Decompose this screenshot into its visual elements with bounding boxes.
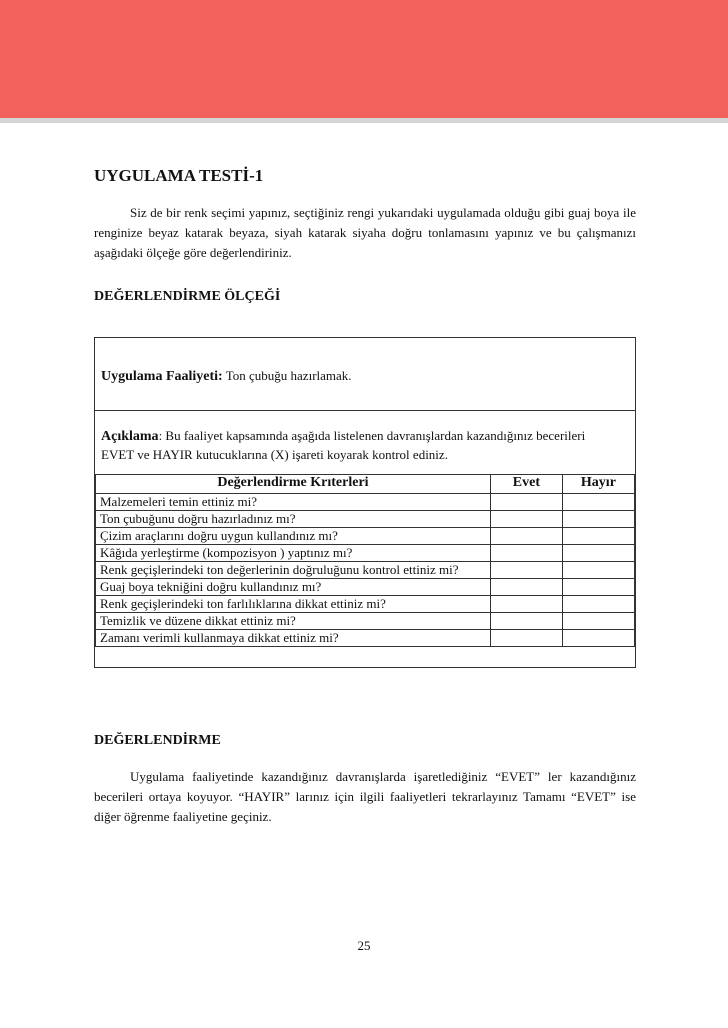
- yes-checkbox-cell[interactable]: [490, 545, 562, 562]
- no-checkbox-cell[interactable]: [562, 579, 634, 596]
- table-row: [96, 630, 635, 647]
- criteria-cell: Çizim araçlarını doğru uygun kullandınız mı?: [96, 528, 491, 545]
- yes-checkbox-cell[interactable]: [490, 494, 562, 511]
- description-value: : Bu faaliyet kapsamında aşağıda listelenen davranışlardan kazandığınız becerileri EVET ve HAYIR kutucuklarına (X) işareti koyarak kontrol ediniz.: [101, 428, 586, 462]
- no-checkbox-cell[interactable]: [562, 511, 634, 528]
- activity-label: Uygulama Faaliyeti:: [101, 369, 223, 384]
- yes-checkbox-cell[interactable]: [490, 630, 562, 647]
- criteria-cell: Kâğıda yerleştirme (kompozisyon ) yaptınız mı?: [96, 545, 491, 562]
- table-row: [96, 596, 635, 613]
- header-banner: [0, 0, 728, 123]
- criteria-cell: Ton çubuğunu doğru hazırladınız mı?: [96, 511, 491, 528]
- scale-title: DEĞERLENDİRME ÖLÇEĞİ: [94, 289, 281, 304]
- yes-checkbox-cell[interactable]: [490, 613, 562, 630]
- header-criteria: Değerlendirme Krıterleri: [96, 475, 491, 494]
- conclusion-paragraph: Uygulama faaliyetinde kazandığınız davranışlarda işaretlediğiniz “EVET” ler kazandığınız becerileri ortaya koyuyor. “HAYIR” larınız için ilgili faaliyetleri tekrarlayınız Tamamı “EVET” ise diğer öğrenme faaliyetine geçiniz.: [94, 769, 636, 824]
- page-number: 25: [357, 938, 371, 953]
- evaluation-title: DEĞERLENDİRME: [94, 733, 221, 748]
- yes-checkbox-cell[interactable]: [490, 528, 562, 545]
- no-checkbox-cell[interactable]: [562, 545, 634, 562]
- criteria-cell: Temizlik ve düzene dikkat ettiniz mi?: [96, 613, 491, 630]
- yes-checkbox-cell[interactable]: [490, 511, 562, 528]
- description-row: [95, 410, 635, 467]
- table-row: [96, 528, 635, 545]
- no-checkbox-cell[interactable]: [562, 596, 634, 613]
- table-row: [96, 545, 635, 562]
- table-row: [96, 562, 635, 579]
- header-no: Hayır: [562, 475, 634, 494]
- activity-text: [101, 368, 352, 385]
- criteria-cell: Renk geçişlerindeki ton değerlerinin doğruluğunu kontrol ettiniz mi?: [96, 562, 491, 579]
- intro-paragraph: Siz de bir renk seçimi yapınız, seçtiğiniz rengi yukarıdaki uygulamada olduğu gibi guaj boya ile renginize beyaz katarak beyaza, siyah katarak siyaha doğru tonlamasını yapınız ve bu çalışmanızı aşağıdaki ölçeğe göre değerlendiriniz.: [94, 205, 636, 260]
- yes-checkbox-cell[interactable]: [490, 579, 562, 596]
- criteria-cell: Guaj boya tekniğini doğru kullandınız mı?: [96, 579, 491, 596]
- table-header-row: [96, 475, 635, 494]
- criteria-table: [95, 474, 635, 647]
- criteria-cell: Renk geçişlerindeki ton farlılıklarına dikkat ettiniz mi?: [96, 596, 491, 613]
- page-title: UYGULAMA TESTİ-1: [94, 166, 264, 185]
- table-row: [96, 511, 635, 528]
- description-text: [101, 427, 621, 464]
- no-checkbox-cell[interactable]: [562, 562, 634, 579]
- no-checkbox-cell[interactable]: [562, 630, 634, 647]
- header-yes: Evet: [490, 475, 562, 494]
- yes-checkbox-cell[interactable]: [490, 562, 562, 579]
- table-row: [96, 494, 635, 511]
- table-row: [96, 579, 635, 596]
- no-checkbox-cell[interactable]: [562, 613, 634, 630]
- no-checkbox-cell[interactable]: [562, 494, 634, 511]
- yes-checkbox-cell[interactable]: [490, 596, 562, 613]
- description-label: Açıklama: [101, 429, 159, 444]
- evaluation-scale-box: [94, 337, 636, 668]
- activity-value: Ton çubuğu hazırlamak.: [222, 368, 352, 383]
- no-checkbox-cell[interactable]: [562, 528, 634, 545]
- table-row: [96, 613, 635, 630]
- criteria-cell: Malzemeleri temin ettiniz mi?: [96, 494, 491, 511]
- criteria-cell: Zamanı verimli kullanmaya dikkat ettiniz mi?: [96, 630, 491, 647]
- activity-row: [95, 338, 635, 411]
